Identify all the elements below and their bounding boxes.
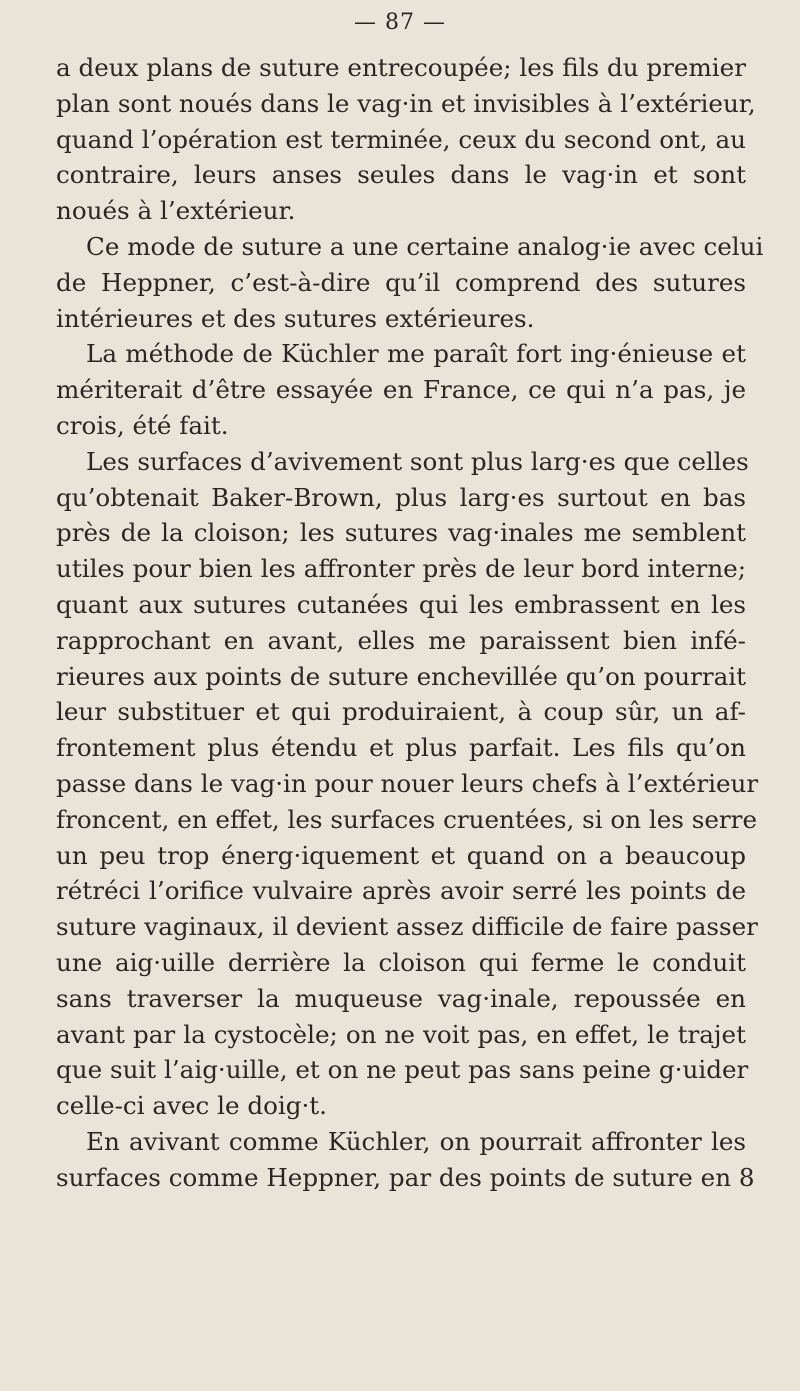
body-text xyxy=(56,50,764,1196)
text-line: un peu trop énerg·iquement et quand on a beaucoup xyxy=(56,840,746,870)
text-line: qu’obtenait Baker-Brown, plus larg·es surtout en bas xyxy=(56,482,746,512)
text-line: leur substituer et qui produiraient, à coup sûr, un af- xyxy=(56,697,746,727)
text-line: contraire, leurs anses seules dans le vag·in et sont xyxy=(56,160,746,190)
text-line: passe dans le vag·in pour nouer leurs chefs à l’extérieur xyxy=(56,768,759,798)
text-line: près de la cloison; les sutures vag·inales me semblent xyxy=(56,518,746,548)
text-line: mériterait d’être essayée en France, ce qui n’a pas, je xyxy=(56,375,746,405)
text-line: sans traverser la muqueuse vag·inale, repoussée en xyxy=(56,983,746,1013)
page-number: — 87 — xyxy=(354,10,446,35)
text-line: utiles pour bien les affronter près de leur bord interne; xyxy=(56,554,746,584)
text-line: rapprochant en avant, elles me paraissent bien infé- xyxy=(56,625,746,655)
text-line: une aig·uille derrière la cloison qui ferme le conduit xyxy=(56,947,746,977)
text-line: La méthode de Küchler me paraît fort ing·énieuse et xyxy=(86,339,746,369)
text-line: crois, été fait. xyxy=(56,410,229,440)
text-line: quand l’opération est terminée, ceux du second ont, au xyxy=(56,124,746,154)
text-line: frontement plus étendu et plus parfait. Les fils qu’on xyxy=(56,733,746,763)
text-line: intérieures et des sutures extérieures. xyxy=(56,303,535,333)
text-line: que suit l’aig·uille, et on ne peut pas sans peine g·uider xyxy=(56,1055,749,1085)
text-line: Les surfaces d’avivement sont plus larg·es que celles xyxy=(86,446,749,476)
text-line: quant aux sutures cutanées qui les embrassent en les xyxy=(56,589,746,619)
text-line: froncent, en effet, les surfaces cruentées, si on les serre xyxy=(56,804,757,834)
text-line: Ce mode de suture a une certaine analog·ie avec celui xyxy=(86,231,764,261)
text-line: celle-ci avec le doig·t. xyxy=(56,1091,327,1121)
text-line: surfaces comme Heppner, par des points de suture en 8 xyxy=(56,1162,755,1192)
text-line: avant par la cystocèle; on ne voit pas, en effet, le trajet xyxy=(56,1019,746,1049)
text-line: En avivant comme Küchler, on pourrait affronter les xyxy=(86,1126,746,1156)
text-line: rétréci l’orifice vulvaire après avoir serré les points de xyxy=(56,876,746,906)
text-line: plan sont noués dans le vag·in et invisibles à l’extérieur, xyxy=(56,88,756,118)
text-line: noués à l’extérieur. xyxy=(56,196,296,226)
text-line: rieures aux points de suture enchevillée qu’on pourrait xyxy=(56,661,746,691)
text-line: de Heppner, c’est-à-dire qu’il comprend des sutures xyxy=(56,267,746,297)
text-line: suture vaginaux, il devient assez difficile de faire passer xyxy=(56,912,758,942)
text-line: a deux plans de suture entrecoupée; les fils du premier xyxy=(56,53,746,82)
